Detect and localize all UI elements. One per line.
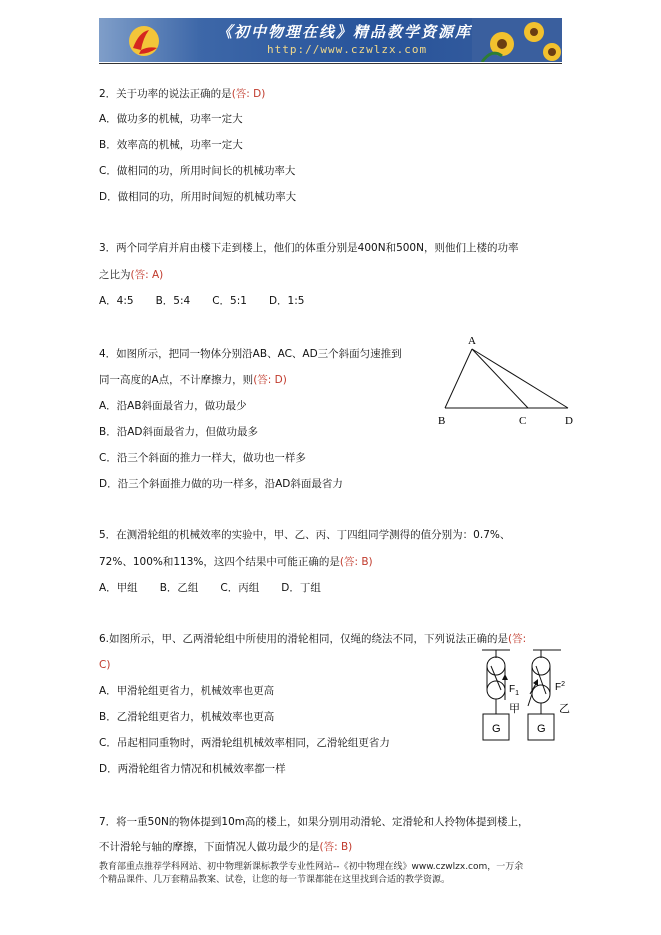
q3-answer: (答: A) <box>130 269 164 281</box>
q3-stem-line2: 之比为(答: A) <box>99 269 164 281</box>
q7-stem-line2: 不计滑轮与轴的摩擦，下面情况人做功最少的是(答: B) <box>99 841 353 853</box>
q4-option-b: B．沿AD斜面最省力，但做功最多 <box>99 426 258 438</box>
q3-option-b: B．5:4 <box>155 295 191 307</box>
q6-option-d: D．两滑轮组省力情况和机械效率都一样 <box>99 763 286 775</box>
header-banner <box>99 18 562 62</box>
q5-options <box>99 581 343 595</box>
q4-label-d: D <box>565 415 573 427</box>
q7-answer: (答: B) <box>319 841 353 853</box>
q5-answer: (答: B) <box>339 556 373 568</box>
q4-answer: (答: D) <box>253 374 287 386</box>
header-divider <box>99 63 562 64</box>
q2-stem: 2．关于功率的说法正确的是(答: D) <box>99 88 266 100</box>
q4-incline-figure <box>430 332 580 432</box>
q5-option-d: D．丁组 <box>281 582 321 594</box>
sunflower-icon <box>472 18 562 62</box>
q4-option-c: C．沿三个斜面的推力一样大，做功也一样多 <box>99 452 306 464</box>
footer-line2: 个精品课件、几万套精品教案、试卷，让您的每一节课都能在这里找到合适的教学资源。 <box>99 875 451 885</box>
q6-stem-line1: 6.如图所示，甲、乙两滑轮组中所使用的滑轮相同，仅绳的绕法不同，下列说法正确的是(答: <box>99 633 527 645</box>
q4-label-a: A <box>468 335 476 347</box>
q5-stem-line1: 5．在测滑轮组的机械效率的实验中，甲、乙、丙、丁四组同学测得的值分别为：0.7%、 <box>99 529 511 541</box>
q7-stem-line1: 7．将一重50N的物体提到10m高的楼上，如果分别用动滑轮、定滑轮和人拎物体提到楼上， <box>99 816 529 828</box>
q5-stem-line2: 72%、100%和113%，这四个结果中可能正确的是(答: B) <box>99 556 373 568</box>
q5-option-c: C．丙组 <box>220 582 260 594</box>
q4-stem-line1: 4．如图所示，把同一物体分别沿AB、AC、AD三个斜面匀速推到 <box>99 348 402 360</box>
q6-label-f2: $F^2$ <box>555 681 566 693</box>
q5-option-b: B．乙组 <box>159 582 199 594</box>
q3-stem-line1: 3．两个同学肩并肩由楼下走到楼上，他们的体重分别是400N和500N，则他们上楼的功率 <box>99 242 519 254</box>
q6-answer-line <box>99 658 110 672</box>
q6-answer-part1: (答: <box>508 633 527 645</box>
q4-option-d: D．沿三个斜面推力做的功一样多，沿AD斜面最省力 <box>99 478 343 490</box>
q6-option-a: A．甲滑轮组更省力，机械效率也更高 <box>99 685 275 697</box>
site-url[interactable]: http://www.czwlzx.com <box>267 43 428 56</box>
q3-option-c: C．5:1 <box>212 295 247 307</box>
q6-label-g1: G <box>492 723 501 735</box>
q6-label-yi: 乙 <box>559 702 570 715</box>
q3-option-d: D．1:5 <box>268 295 305 307</box>
q5-option-a: A．甲组 <box>99 582 138 594</box>
q4-option-a: A．沿AB斜面最省力，做功最少 <box>99 400 247 412</box>
q6-option-b: B．乙滑轮组更省力，机械效率也更高 <box>99 711 275 723</box>
q4-stem-line2: 同一高度的A点，不计摩擦力，则(答: D) <box>99 374 287 386</box>
q2-option-a: A．做功多的机械，功率一定大 <box>99 113 243 125</box>
q4-label-b: B <box>438 415 446 427</box>
footer-line1: 教育部重点推荐学科网站、初中物理新课标教学专业性网站--《初中物理在线》www.czwlzx.com，一万余 <box>99 862 524 872</box>
q4-label-c: C <box>519 415 527 427</box>
q2-option-d: D．做相同的功，所用时间短的机械功率大 <box>99 191 297 203</box>
q6-label-jia: 甲 <box>509 702 520 715</box>
q3-options <box>99 294 326 308</box>
site-logo-icon <box>127 24 161 58</box>
q2-option-b: B．效率高的机械，功率一定大 <box>99 139 243 151</box>
site-title: 《初中物理在线》精品教学资源库 <box>217 23 473 41</box>
q2-answer: (答: D) <box>231 88 266 100</box>
q2-option-c: C．做相同的功，所用时间长的机械功率大 <box>99 165 296 177</box>
q3-option-a: A．4:5 <box>99 295 134 307</box>
page-footer <box>99 861 579 887</box>
q6-pulley-figure <box>475 648 585 746</box>
q6-option-c: C．吊起相同重物时，两滑轮组机械效率相同，乙滑轮组更省力 <box>99 737 390 749</box>
q6-label-f1: $F_1$ <box>509 684 520 697</box>
q6-answer-part2: C) <box>99 659 111 671</box>
q6-label-g2: G <box>537 723 546 735</box>
